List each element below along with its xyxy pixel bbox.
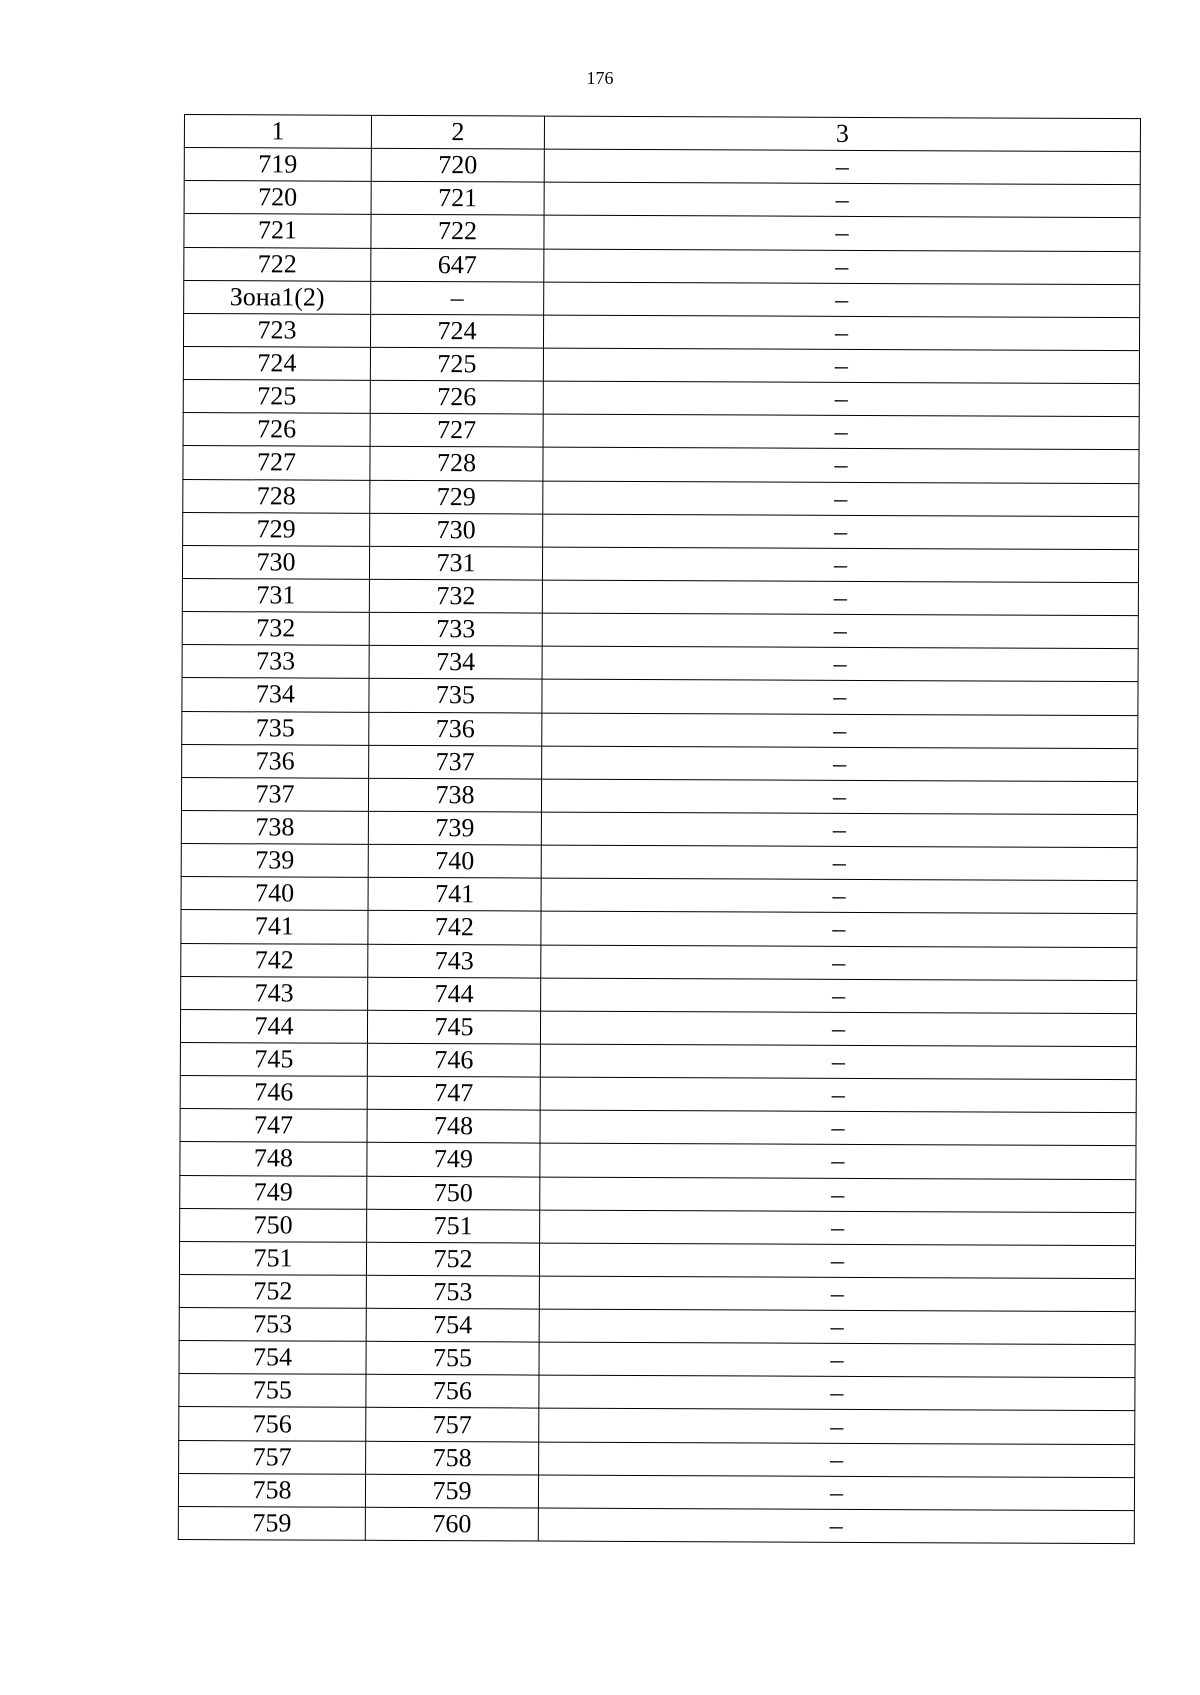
- table-row: [180, 1175, 1136, 1212]
- table-cell-col2: 734: [369, 646, 542, 680]
- table-cell-col1: 753: [179, 1308, 366, 1342]
- table-cell-col1: 755: [179, 1374, 366, 1408]
- table-cell-col2: 730: [370, 513, 543, 547]
- table-cell-col1: 719: [184, 148, 371, 182]
- table-cell-col1: 751: [179, 1241, 366, 1275]
- table-cell-col1: 729: [183, 512, 370, 546]
- table-cell-col2: 739: [368, 811, 541, 845]
- table-cell-col3: –: [541, 945, 1137, 981]
- table-row: [181, 943, 1137, 980]
- table-cell-col1: 728: [183, 479, 370, 513]
- header-cell-col2: 2: [371, 115, 544, 149]
- table-cell-col2: 757: [366, 1408, 539, 1442]
- table-cell-col1: 750: [180, 1208, 367, 1242]
- table-cell-col3: –: [544, 215, 1140, 251]
- table-row: [182, 645, 1138, 682]
- table-cell-col2: 758: [366, 1441, 539, 1475]
- table-cell-col2: 759: [365, 1474, 538, 1508]
- table-cell-col1: 735: [182, 711, 369, 745]
- table-cell-col1: 723: [183, 313, 370, 347]
- table-row: [181, 777, 1137, 814]
- table-row: [183, 413, 1139, 450]
- table-cell-col1: 734: [182, 678, 369, 712]
- table-cell-col3: –: [543, 381, 1139, 417]
- table-cell-col1: 744: [180, 1009, 367, 1043]
- table-cell-col1: 740: [181, 877, 368, 911]
- table-cell-col3: –: [543, 348, 1139, 384]
- table-cell-col2: 726: [370, 380, 543, 414]
- table-row: [182, 578, 1138, 615]
- table-cell-col2: 732: [369, 579, 542, 613]
- table-row: [182, 711, 1138, 748]
- table-row: [184, 247, 1140, 284]
- table-cell-col2: 747: [367, 1076, 540, 1110]
- table-body: [178, 115, 1140, 1544]
- table-row: [178, 1473, 1134, 1510]
- table-cell-col3: –: [539, 1409, 1135, 1445]
- table-row: [180, 1142, 1136, 1179]
- table-cell-col1: 746: [180, 1076, 367, 1110]
- table-cell-col1: 736: [182, 744, 369, 778]
- table-cell-col3: –: [542, 547, 1138, 583]
- table-row: [182, 744, 1138, 781]
- table-cell-col2: 744: [368, 977, 541, 1011]
- table-row: [179, 1407, 1135, 1444]
- table-cell-col1: 745: [180, 1042, 367, 1076]
- table-cell-col3: –: [538, 1475, 1134, 1511]
- table-cell-col2: 751: [367, 1209, 540, 1243]
- table-cell-col3: –: [544, 249, 1140, 285]
- table-cell-col3: –: [541, 878, 1137, 914]
- table-cell-col1: 733: [182, 645, 369, 679]
- table-cell-col1: 742: [181, 943, 368, 977]
- table-cell-col2: 749: [367, 1143, 540, 1177]
- table-row: [182, 545, 1138, 582]
- table-row: [181, 810, 1137, 847]
- table-cell-col3: –: [542, 679, 1138, 715]
- document-table: [178, 114, 1141, 1544]
- table-row: [180, 1208, 1136, 1245]
- table-cell-col2: 721: [371, 182, 544, 216]
- table-cell-col2: 720: [371, 148, 544, 182]
- table-cell-col3: –: [541, 779, 1137, 815]
- table-row: [179, 1274, 1135, 1311]
- table-cell-col2: –: [371, 281, 544, 315]
- table-row: [181, 844, 1137, 881]
- table-cell-col1: 756: [179, 1407, 366, 1441]
- table-row: [179, 1440, 1135, 1477]
- page-number: 176: [586, 68, 614, 88]
- table-cell-col1: 731: [182, 578, 369, 612]
- table-cell-col1: 720: [184, 181, 371, 215]
- header-cell-col1: 1: [184, 115, 371, 149]
- table-cell-col2: 756: [366, 1375, 539, 1409]
- table-cell-col2: 722: [371, 215, 544, 249]
- table-row: [180, 1042, 1136, 1079]
- table-cell-col3: –: [543, 315, 1139, 351]
- table-cell-col3: –: [542, 646, 1138, 682]
- table-row: [183, 380, 1139, 417]
- table-row: [183, 479, 1139, 516]
- table-cell-col3: –: [544, 282, 1140, 318]
- table-row: [179, 1374, 1135, 1411]
- table-cell-col2: 748: [367, 1110, 540, 1144]
- table-cell-col2: 741: [368, 878, 541, 912]
- table-cell-col3: –: [542, 580, 1138, 616]
- table-cell-col3: –: [542, 613, 1138, 649]
- table-cell-col2: 755: [366, 1342, 539, 1376]
- table-row: [180, 1076, 1136, 1113]
- table-cell-col3: –: [541, 845, 1137, 881]
- table-cell-col2: 724: [370, 314, 543, 348]
- table-row: [180, 1109, 1136, 1146]
- table-cell-col1: 752: [179, 1274, 366, 1308]
- table-cell-col1: 757: [179, 1440, 366, 1474]
- table-row: [183, 446, 1139, 483]
- table-cell-col3: –: [540, 1011, 1136, 1047]
- table-row: [181, 976, 1137, 1013]
- table-cell-col3: –: [542, 746, 1138, 782]
- table-cell-col2: 752: [366, 1242, 539, 1276]
- table-row: [179, 1341, 1135, 1378]
- table-cell-col3: –: [541, 978, 1137, 1014]
- table-cell-col2: 743: [368, 944, 541, 978]
- table-cell-col2: 740: [368, 844, 541, 878]
- table-cell-col2: 750: [367, 1176, 540, 1210]
- table-cell-col2: 729: [370, 480, 543, 514]
- table-cell-col2: 731: [369, 546, 542, 580]
- table-row: [183, 313, 1139, 350]
- table-row: [179, 1308, 1135, 1345]
- table-cell-col3: –: [539, 1375, 1135, 1411]
- table-cell-col2: 738: [368, 778, 541, 812]
- table-row: [184, 181, 1140, 218]
- table-row: [184, 280, 1140, 317]
- table-row: [179, 1241, 1135, 1278]
- table-cell-col3: –: [542, 713, 1138, 749]
- table-cell-col1: 759: [178, 1506, 365, 1540]
- table-cell-col1: 727: [183, 446, 370, 480]
- table-cell-col2: 736: [369, 712, 542, 746]
- table-cell-col2: 733: [369, 612, 542, 646]
- table-cell-col2: 737: [369, 745, 542, 779]
- table-cell-col2: 754: [366, 1308, 539, 1342]
- table-row: [183, 512, 1139, 549]
- table-cell-col1: 722: [184, 247, 371, 281]
- table-cell-col1: 730: [182, 545, 369, 579]
- table-cell-col1: 732: [182, 612, 369, 646]
- table-cell-col1: 726: [183, 413, 370, 447]
- table-cell-col3: –: [543, 481, 1139, 517]
- table-cell-col2: 725: [370, 347, 543, 381]
- table-cell-col1: 738: [181, 810, 368, 844]
- table-cell-col2: 746: [367, 1043, 540, 1077]
- table-cell-col1: 741: [181, 910, 368, 944]
- table-cell-col2: 753: [366, 1275, 539, 1309]
- table-cell-col3: –: [543, 414, 1139, 450]
- table-cell-col2: 760: [365, 1507, 538, 1541]
- table-cell-col1: 721: [184, 214, 371, 248]
- table-cell-col3: –: [540, 1110, 1136, 1146]
- table-row: [178, 1506, 1134, 1543]
- table-cell-col1: 747: [180, 1109, 367, 1143]
- table-cell-col2: 742: [368, 911, 541, 945]
- table-cell-col1: 724: [183, 346, 370, 380]
- table-cell-col2: 745: [367, 1010, 540, 1044]
- table-cell-col3: –: [539, 1442, 1135, 1478]
- table-cell-col3: –: [543, 447, 1139, 483]
- table-row: [182, 612, 1138, 649]
- table-cell-col3: –: [540, 1044, 1136, 1080]
- table-cell-col1: 754: [179, 1341, 366, 1375]
- table-cell-col1: 743: [181, 976, 368, 1010]
- table-header-row: [184, 115, 1140, 152]
- table-row: [182, 678, 1138, 715]
- table-cell-col1: 737: [181, 777, 368, 811]
- table-row: [181, 910, 1137, 947]
- document-table-wrapper: [178, 114, 1140, 1544]
- table-cell-col3: –: [540, 1210, 1136, 1246]
- table-cell-col3: –: [541, 911, 1137, 947]
- table-cell-col2: 647: [371, 248, 544, 282]
- table-cell-col3: –: [541, 812, 1137, 848]
- table-cell-col3: –: [540, 1143, 1136, 1179]
- table-row: [183, 346, 1139, 383]
- table-row: [184, 148, 1140, 185]
- table-row: [180, 1009, 1136, 1046]
- table-cell-col3: –: [540, 1177, 1136, 1213]
- table-cell-col1: 748: [180, 1142, 367, 1176]
- table-cell-col1: 739: [181, 844, 368, 878]
- table-cell-col3: –: [543, 514, 1139, 550]
- table-row: [184, 214, 1140, 251]
- table-cell-col3: –: [544, 149, 1140, 185]
- table-cell-col3: –: [539, 1243, 1135, 1279]
- header-cell-col3: 3: [544, 116, 1140, 152]
- table-cell-col3: –: [540, 1077, 1136, 1113]
- table-cell-col1: Зона1(2): [184, 280, 371, 314]
- table-cell-col3: –: [539, 1342, 1135, 1378]
- table-cell-col1: 758: [178, 1473, 365, 1507]
- table-cell-col3: –: [539, 1309, 1135, 1345]
- table-cell-col3: –: [544, 182, 1140, 218]
- table-cell-col3: –: [538, 1508, 1134, 1544]
- table-cell-col2: 728: [370, 447, 543, 481]
- table-cell-col3: –: [539, 1276, 1135, 1312]
- table-row: [181, 877, 1137, 914]
- table-cell-col1: 725: [183, 380, 370, 414]
- table-cell-col2: 727: [370, 414, 543, 448]
- table-cell-col2: 735: [369, 679, 542, 713]
- table-cell-col1: 749: [180, 1175, 367, 1209]
